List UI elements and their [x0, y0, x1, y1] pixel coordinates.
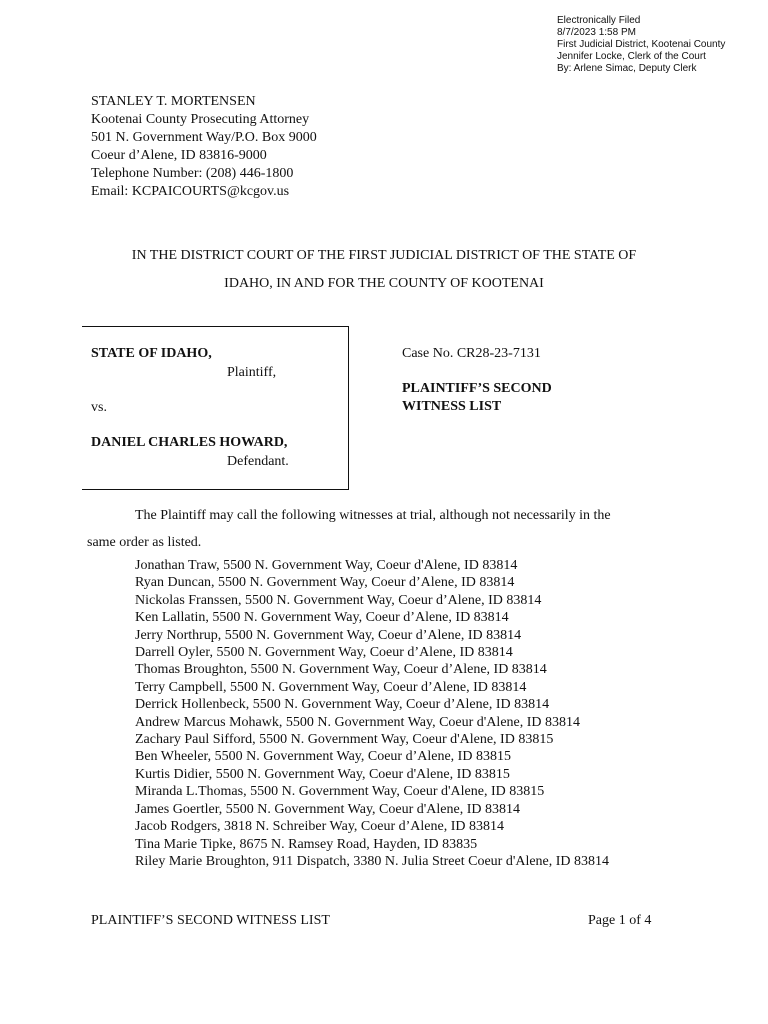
court-title-line: IDAHO, IN AND FOR THE COUNTY OF KOOTENAI	[224, 276, 544, 291]
witness-entry: Riley Marie Broughton, 911 Dispatch, 3380 N. Julia Street Coeur d'Alene, ID 83814	[135, 853, 610, 869]
page-number: Page 1 of 4	[588, 913, 652, 928]
attorney-office: Kootenai County Prosecuting Attorney	[91, 112, 310, 127]
attorney-phone: Telephone Number: (208) 446-1800	[91, 166, 294, 181]
attorney-address: 501 N. Government Way/P.O. Box 9000	[91, 130, 317, 145]
attorney-name: STANLEY T. MORTENSEN	[91, 94, 256, 109]
plaintiff-name: STATE OF IDAHO,	[91, 346, 212, 361]
attorney-city: Coeur d’Alene, ID 83816-9000	[91, 148, 267, 163]
document-title: WITNESS LIST	[402, 399, 502, 414]
witness-entry: Jerry Northrup, 5500 N. Government Way, Coeur d’Alene, ID 83814	[135, 627, 522, 643]
witness-entry: Ryan Duncan, 5500 N. Government Way, Coeur d’Alene, ID 83814	[135, 575, 515, 591]
case-number: Case No. CR28-23-7131	[402, 346, 541, 361]
witness-entry: Andrew Marcus Mohawk, 5500 N. Government Way, Coeur d'Alene, ID 83814	[135, 714, 581, 730]
attorney-block	[91, 93, 317, 201]
witness-entry: Tina Marie Tipke, 8675 N. Ramsey Road, Hayden, ID 83835	[135, 836, 478, 852]
filing-stamp-line: Jennifer Locke, Clerk of the Court	[557, 51, 706, 62]
filing-stamp-line: By: Arlene Simac, Deputy Clerk	[557, 63, 697, 74]
court-title-line: IN THE DISTRICT COURT OF THE FIRST JUDICIAL DISTRICT OF THE STATE OF	[131, 248, 637, 263]
witness-entry: Zachary Paul Sifford, 5500 N. Government Way, Coeur d'Alene, ID 83815	[135, 732, 554, 748]
filing-stamp	[557, 15, 725, 75]
filing-stamp-line: First Judicial District, Kootenai County	[557, 39, 726, 50]
plaintiff-role: Plaintiff,	[227, 365, 277, 380]
attorney-email: Email: KCPAICOURTS@kcgov.us	[91, 184, 290, 199]
witness-list	[135, 557, 609, 870]
intro-text: same order as listed.	[87, 535, 202, 550]
defendant-name: DANIEL CHARLES HOWARD,	[91, 435, 288, 450]
witness-entry: Terry Campbell, 5500 N. Government Way, Coeur d’Alene, ID 83814	[135, 679, 527, 695]
document-title: PLAINTIFF’S SECOND	[402, 381, 552, 396]
witness-entry: Nickolas Franssen, 5500 N. Government Way, Coeur d’Alene, ID 83814	[135, 592, 542, 608]
witness-entry: Thomas Broughton, 5500 N. Government Way, Coeur d’Alene, ID 83814	[135, 662, 547, 678]
witness-entry: Ben Wheeler, 5500 N. Government Way, Coeur d’Alene, ID 83815	[135, 749, 511, 765]
witness-entry: Kurtis Didier, 5500 N. Government Way, Coeur d'Alene, ID 83815	[135, 766, 510, 782]
filing-stamp-line: 8/7/2023 1:58 PM	[557, 27, 636, 38]
witness-entry: Darrell Oyler, 5500 N. Government Way, Coeur d’Alene, ID 83814	[135, 645, 513, 661]
footer-title: PLAINTIFF’S SECOND WITNESS LIST	[91, 913, 330, 928]
witness-entry: Ken Lallatin, 5500 N. Government Way, Coeur d’Alene, ID 83814	[135, 610, 509, 626]
witness-entry: Miranda L.Thomas, 5500 N. Government Way, Coeur d'Alene, ID 83815	[135, 784, 545, 800]
filing-stamp-line: Electronically Filed	[557, 15, 641, 26]
witness-entry: Jonathan Traw, 5500 N. Government Way, Coeur d'Alene, ID 83814	[135, 558, 518, 573]
intro-text: The Plaintiff may call the following witnesses at trial, although not necessarily in the	[135, 508, 611, 523]
versus-label: vs.	[91, 400, 107, 415]
witness-entry: Jacob Rodgers, 3818 N. Schreiber Way, Coeur d’Alene, ID 83814	[135, 819, 505, 835]
defendant-role: Defendant.	[227, 454, 289, 469]
witness-entry: Derrick Hollenbeck, 5500 N. Government Way, Coeur d’Alene, ID 83814	[135, 697, 550, 713]
witness-entry: James Goertler, 5500 N. Government Way, Coeur d'Alene, ID 83814	[135, 801, 520, 817]
